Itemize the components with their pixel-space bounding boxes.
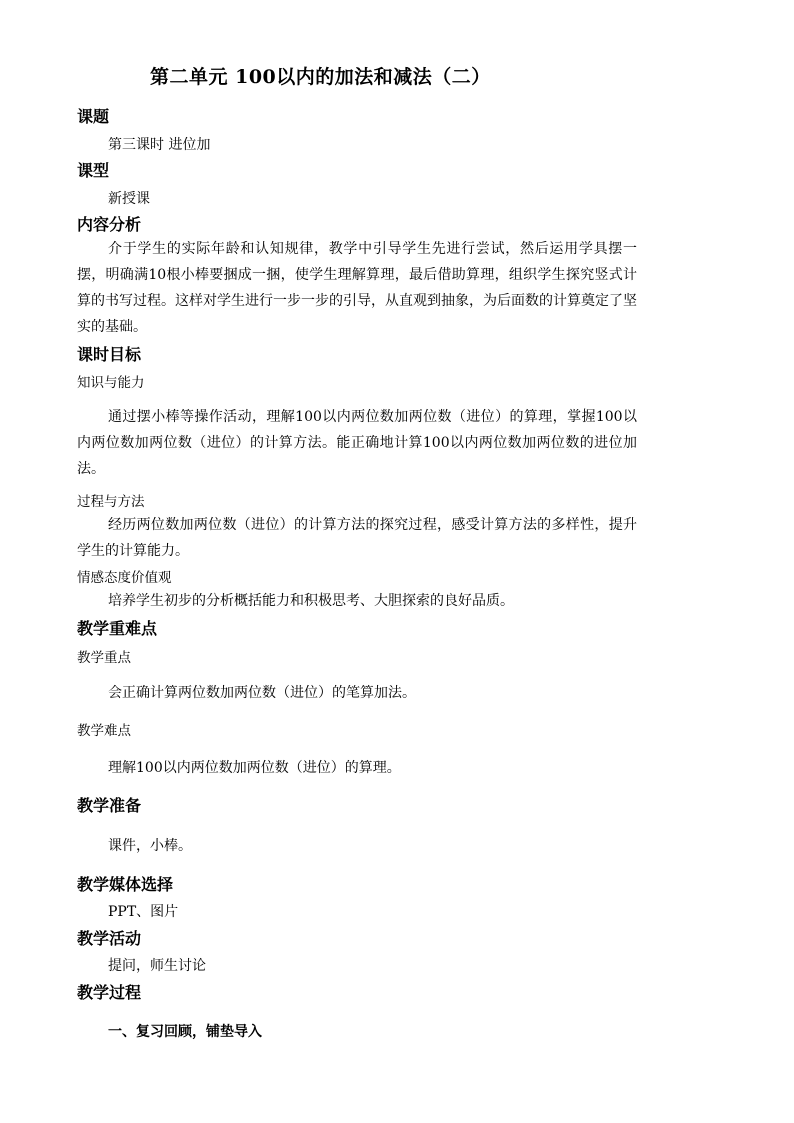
- heading-process: 教学过程: [77, 983, 142, 1002]
- difficulty-text: 理解100以内两位数加两位数（进位）的算理。: [108, 760, 401, 776]
- goals-process-text: 经历两位数加两位数（进位）的计算方法的探究过程，感受计算方法的多样性，提升学生的计算能力。: [77, 517, 637, 559]
- difficulty-label: 教学难点: [77, 723, 131, 739]
- goals-emotion-text: 培养学生初步的分析概括能力和积极思考、大胆探索的良好品质。: [108, 593, 514, 609]
- goals-emotion-label: 情感态度价值观: [77, 570, 172, 586]
- heading-analysis: 内容分析: [77, 215, 142, 234]
- activity-content: 提问，师生讨论: [108, 958, 206, 974]
- heading-type: 课型: [77, 161, 110, 180]
- keypoint-text: 会正确计算两位数加两位数（进位）的笔算加法。: [108, 685, 416, 701]
- heading-activity: 教学活动: [77, 929, 142, 948]
- process-step-1: 一、复习回顾，铺垫导入: [108, 1024, 262, 1040]
- prep-content: 课件，小棒。: [108, 838, 192, 854]
- heading-media: 教学媒体选择: [77, 875, 174, 894]
- heading-goals: 课时目标: [77, 345, 142, 364]
- goals-knowledge-label: 知识与能力: [77, 375, 145, 391]
- heading-keypoints: 教学重难点: [77, 619, 158, 638]
- type-content: 新授课: [108, 191, 150, 207]
- heading-topic: 课题: [77, 107, 110, 126]
- document-title: 第二单元 100以内的加法和减法（二）: [150, 66, 491, 88]
- media-content: PPT、图片: [108, 904, 179, 920]
- analysis-paragraph: 介于学生的实际年龄和认知规律，教学中引导学生先进行尝试，然后运用学具摆一摆，明确满10根小棒要捆成一捆，使学生理解算理，最后借助算理，组织学生探究竖式计算的书写过程。这样对学生进行一步一步的引导，从直观到抽象，为后面数的计算奠定了坚实的基础。: [77, 241, 637, 335]
- heading-prep: 教学准备: [77, 796, 142, 815]
- goals-knowledge-text: 通过摆小棒等操作活动，理解100以内两位数加两位数（进位）的算理，掌握100以内两位数加两位数（进位）的计算方法。能正确地计算100以内两位数加两位数的进位加法。: [77, 409, 637, 477]
- goals-process-label: 过程与方法: [77, 494, 145, 510]
- topic-content: 第三课时 进位加: [108, 137, 211, 153]
- keypoint-label: 教学重点: [77, 650, 131, 666]
